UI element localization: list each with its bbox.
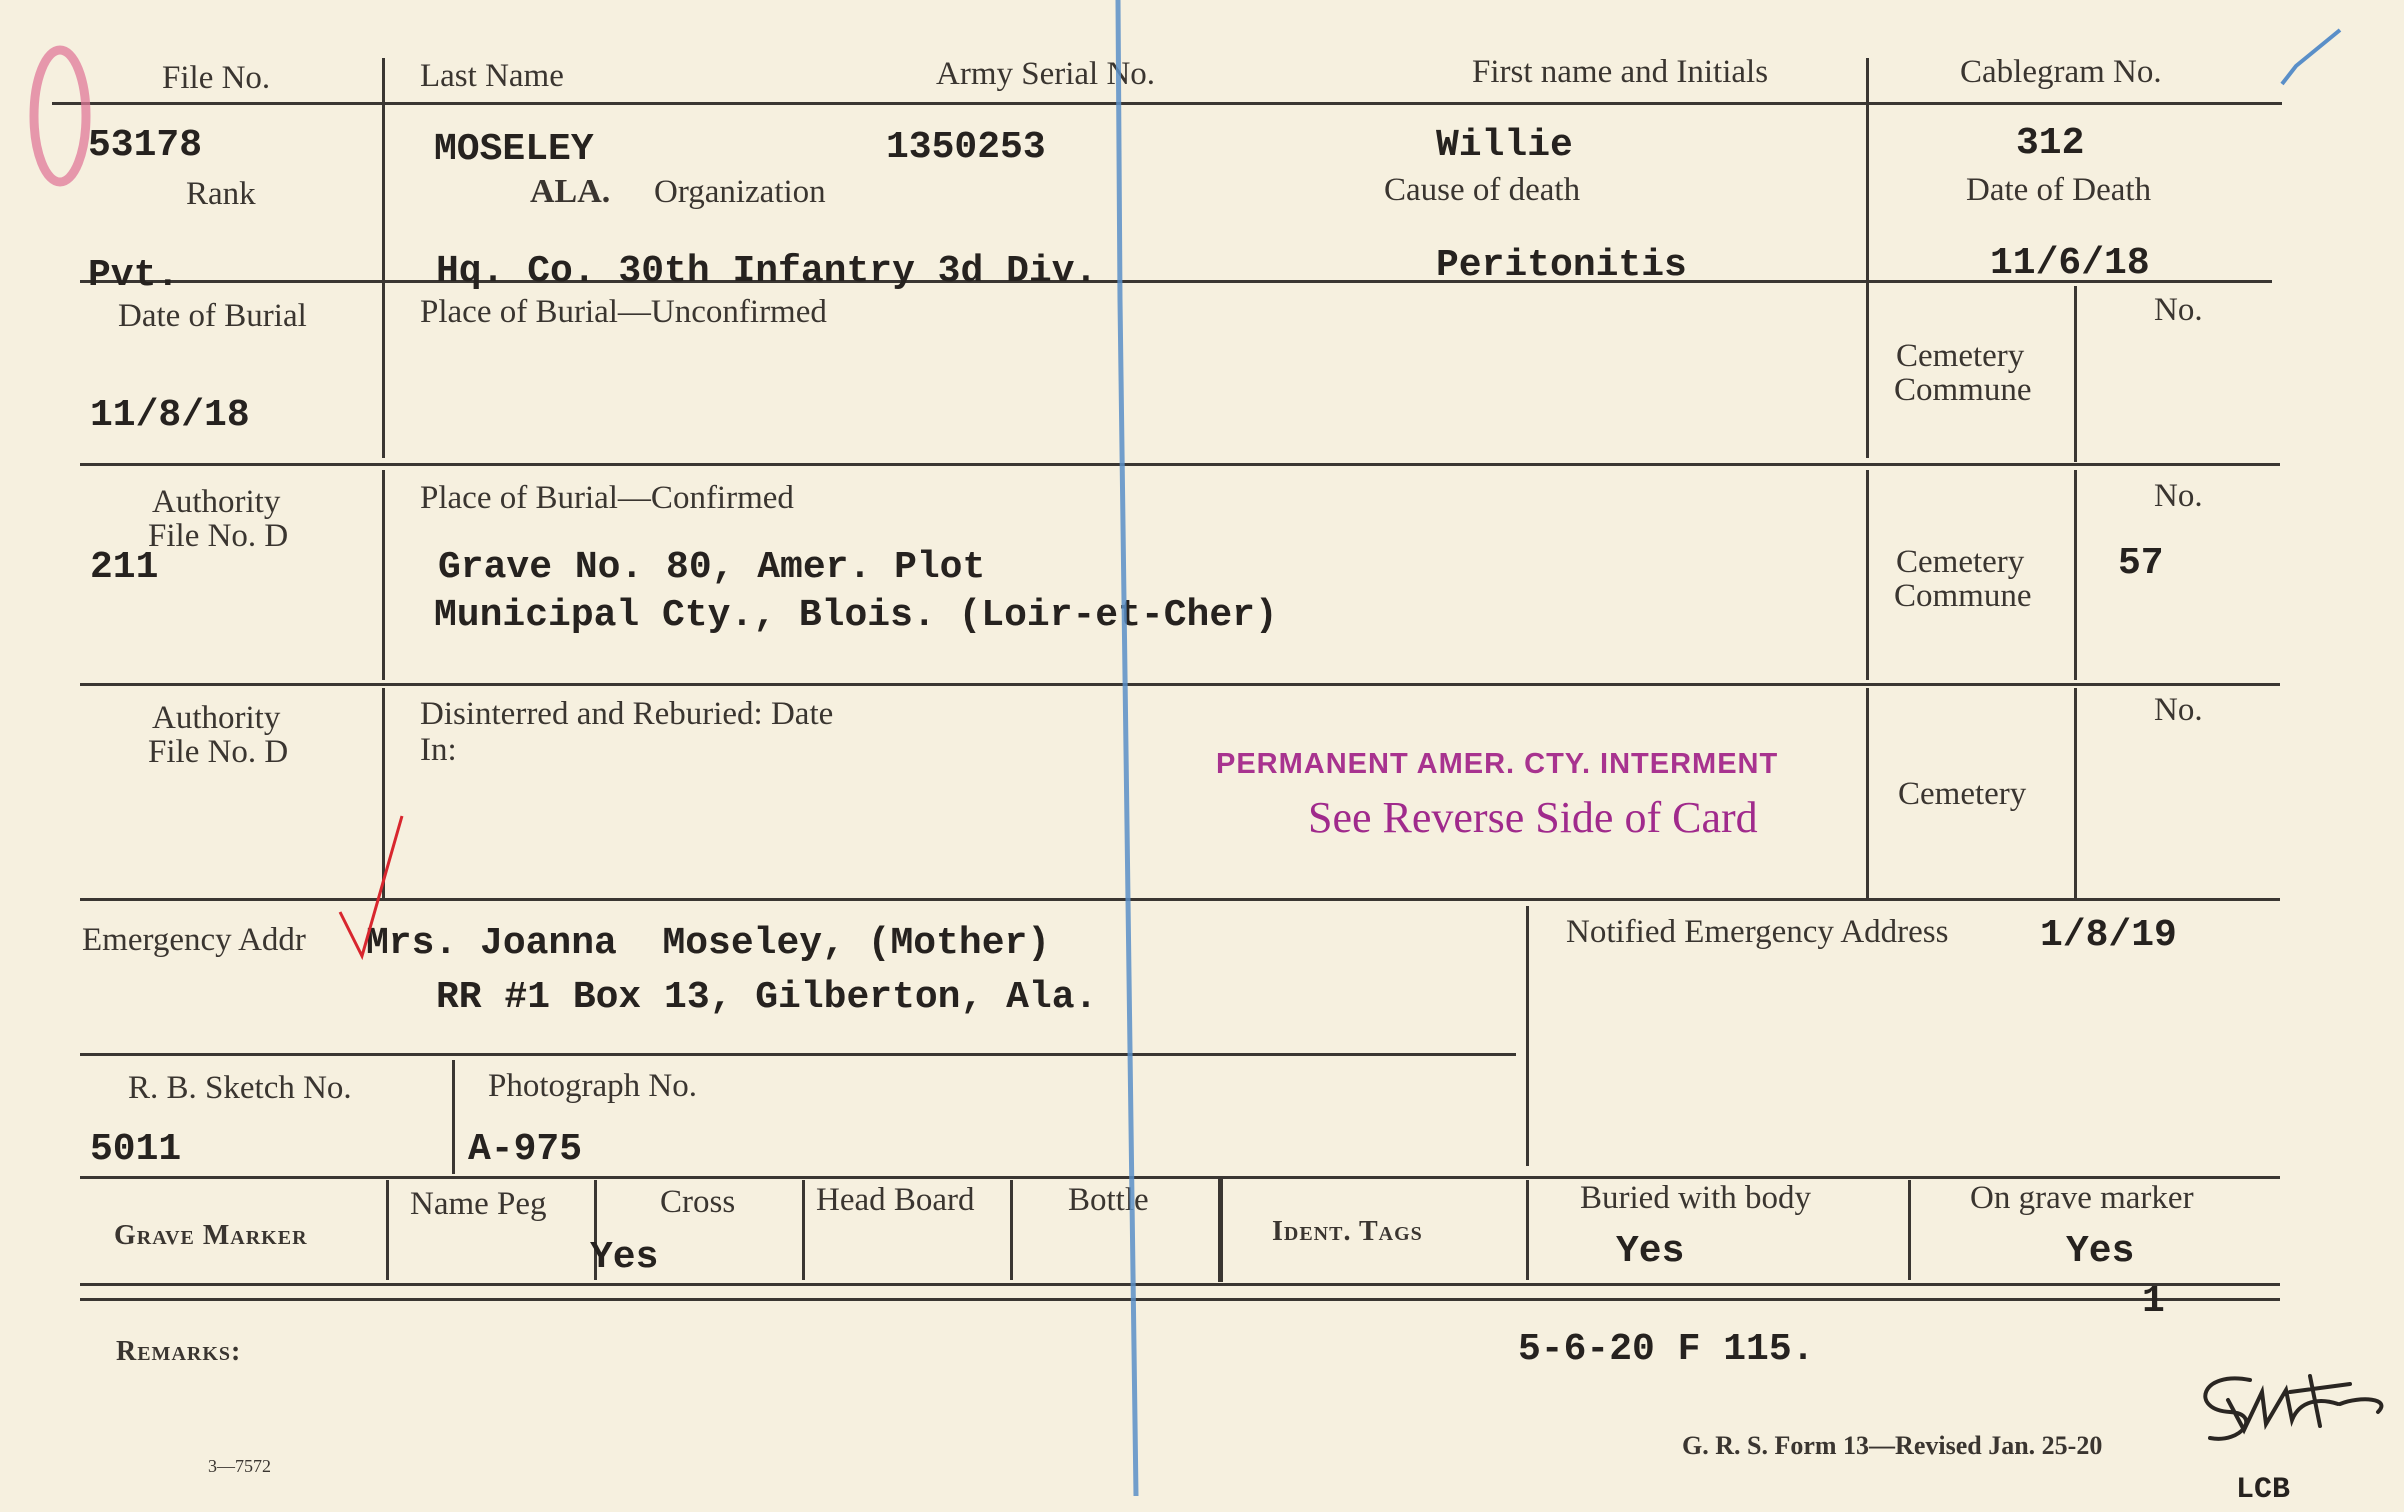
bottle-label: Bottle [1068, 1182, 1149, 1218]
vrule-header-2 [1866, 58, 1869, 458]
rank-label: Rank [186, 176, 256, 212]
no-label-3: No. [2154, 692, 2203, 728]
on-grave-marker-label: On grave marker [1970, 1180, 2194, 1216]
date-of-death-value: 11/6/18 [1990, 242, 2150, 285]
vrule-sketch [452, 1060, 455, 1174]
footer-initials: LCB [2236, 1473, 2291, 1507]
place-confirmed-line-1: Grave No. 80, Amer. Plot [438, 546, 986, 589]
cemetery-label-1: Cemetery [1896, 338, 2025, 374]
form-name: G. R. S. Form 13—Revised Jan. 25-20 [1682, 1431, 2103, 1460]
place-unconfirmed-label: Place of Burial—Unconfirmed [420, 294, 827, 330]
interment-stamp-line-2: See Reverse Side of Card [1308, 793, 1758, 842]
date-of-burial-label: Date of Burial [118, 298, 307, 334]
authority-file-label-1: File No. D [148, 518, 289, 554]
buried-with-body-value: Yes [1616, 1230, 1685, 1273]
form-id: 3—7572 [208, 1456, 271, 1476]
photograph-label: Photograph No. [488, 1068, 697, 1104]
authority-label-3: Authority [152, 700, 281, 736]
remarks-label: Remarks: [116, 1336, 242, 1367]
vrule-header-1 [382, 58, 385, 458]
emergency-address-line-1: Mrs. Joanna Moseley, (Mother) [366, 922, 1051, 965]
no-label-1: No. [2154, 292, 2203, 328]
vrule-confirmed-1 [382, 470, 385, 680]
buried-with-body-label: Buried with body [1580, 1180, 1811, 1216]
authority-file-label-3: File No. D [148, 734, 289, 770]
rule-reburial [80, 898, 2280, 901]
disinterred-label: Disinterred and Reburied: Date [420, 696, 834, 732]
date-of-burial-value: 11/8/18 [90, 394, 250, 437]
cemetery-label-3: Cemetery [1898, 776, 2027, 812]
authority-value: 211 [90, 546, 159, 589]
cause-of-death-label: Cause of death [1384, 172, 1581, 208]
vrule-gm-6 [1526, 1180, 1529, 1280]
vrule-gm-4 [1010, 1180, 1013, 1280]
organization-value: Hq. Co. 30th Infantry 3d Div. [436, 250, 1098, 293]
on-grave-marker-count: 1 [2142, 1280, 2165, 1323]
cross-label: Cross [660, 1184, 736, 1220]
rb-sketch-value: 5011 [90, 1128, 182, 1171]
notified-emergency-label: Notified Emergency Address [1566, 914, 1949, 950]
file-no-value: 53178 [88, 124, 203, 167]
authority-label-1: Authority [152, 484, 281, 520]
notified-emergency-value: 1/8/19 [2040, 914, 2177, 957]
cross-value: Yes [590, 1236, 659, 1279]
no-label-2: No. [2154, 478, 2203, 514]
ident-tags-label: Ident. Tags [1272, 1216, 1423, 1247]
rule-row2 [80, 280, 2272, 283]
place-confirmed-line-2: Municipal Cty., Blois. (Loir-et-Cher) [434, 594, 1278, 637]
rule-sketch [80, 1176, 2280, 1179]
organization-label: Organization [654, 174, 826, 210]
rule-burial-confirmed [80, 683, 2280, 686]
rule-remarks [80, 1298, 2280, 1301]
vrule-confirmed-2 [1866, 470, 1869, 680]
vrule-reburial-1 [382, 688, 385, 898]
blue-pencil-line [1118, 0, 1136, 1496]
last-name-value: MOSELEY [434, 128, 594, 171]
vrule-emergency [1526, 906, 1529, 1166]
last-name-label: Last Name [420, 58, 564, 94]
army-serial-label: Army Serial No. [936, 56, 1156, 92]
vrule-gm-7 [1908, 1180, 1911, 1280]
vrule-gm-1 [386, 1180, 389, 1280]
first-name-value: Willie [1436, 124, 1573, 167]
vrule-reburial-2 [1866, 688, 1869, 898]
signature-scribble [2205, 1376, 2381, 1439]
state-stamp: ALA. [530, 173, 611, 210]
first-name-label: First name and Initials [1472, 54, 1769, 90]
place-confirmed-label: Place of Burial—Confirmed [420, 480, 794, 516]
cause-of-death-value: Peritonitis [1436, 244, 1687, 287]
rule-header [52, 102, 2282, 105]
emergency-address-line-2: RR #1 Box 13, Gilberton, Ala. [436, 976, 1098, 1019]
vrule-gm-5 [1218, 1178, 1223, 1282]
emergency-address-label: Emergency Addr [82, 922, 306, 958]
head-board-label: Head Board [816, 1182, 975, 1218]
rule-emergency [80, 1053, 1516, 1056]
grave-marker-label: Grave Marker [114, 1220, 308, 1251]
vrule-burial-3 [2074, 286, 2077, 462]
cablegram-value: 312 [2016, 122, 2085, 165]
date-of-death-label: Date of Death [1966, 172, 2152, 208]
interment-stamp-line-1: PERMANENT AMER. CTY. INTERMENT [1216, 748, 1779, 780]
commune-label-1: Commune [1894, 372, 2032, 408]
vrule-confirmed-3 [2074, 470, 2077, 680]
cemetery-label-2: Cemetery [1896, 544, 2025, 580]
no-value-2: 57 [2118, 542, 2164, 585]
cablegram-label: Cablegram No. [1960, 54, 2162, 90]
photograph-value: A-975 [468, 1128, 583, 1171]
rule-grave-marker [80, 1283, 2280, 1286]
pink-zero-mark [34, 50, 86, 182]
on-grave-marker-value: Yes [2066, 1230, 2135, 1273]
remarks-value: 5-6-20 F 115. [1518, 1328, 1815, 1371]
army-serial-value: 1350253 [886, 126, 1046, 169]
rb-sketch-label: R. B. Sketch No. [128, 1070, 352, 1106]
file-no-label: File No. [162, 60, 271, 96]
reburied-in-label: In: [420, 732, 457, 768]
rule-burial-unconfirmed [80, 463, 2280, 466]
name-peg-label: Name Peg [410, 1186, 547, 1222]
commune-label-2: Commune [1894, 578, 2032, 614]
vrule-reburial-3 [2074, 688, 2077, 898]
blue-check-mark [2282, 30, 2340, 84]
rank-value: Pvt. [88, 254, 180, 297]
vrule-gm-3 [802, 1180, 805, 1280]
